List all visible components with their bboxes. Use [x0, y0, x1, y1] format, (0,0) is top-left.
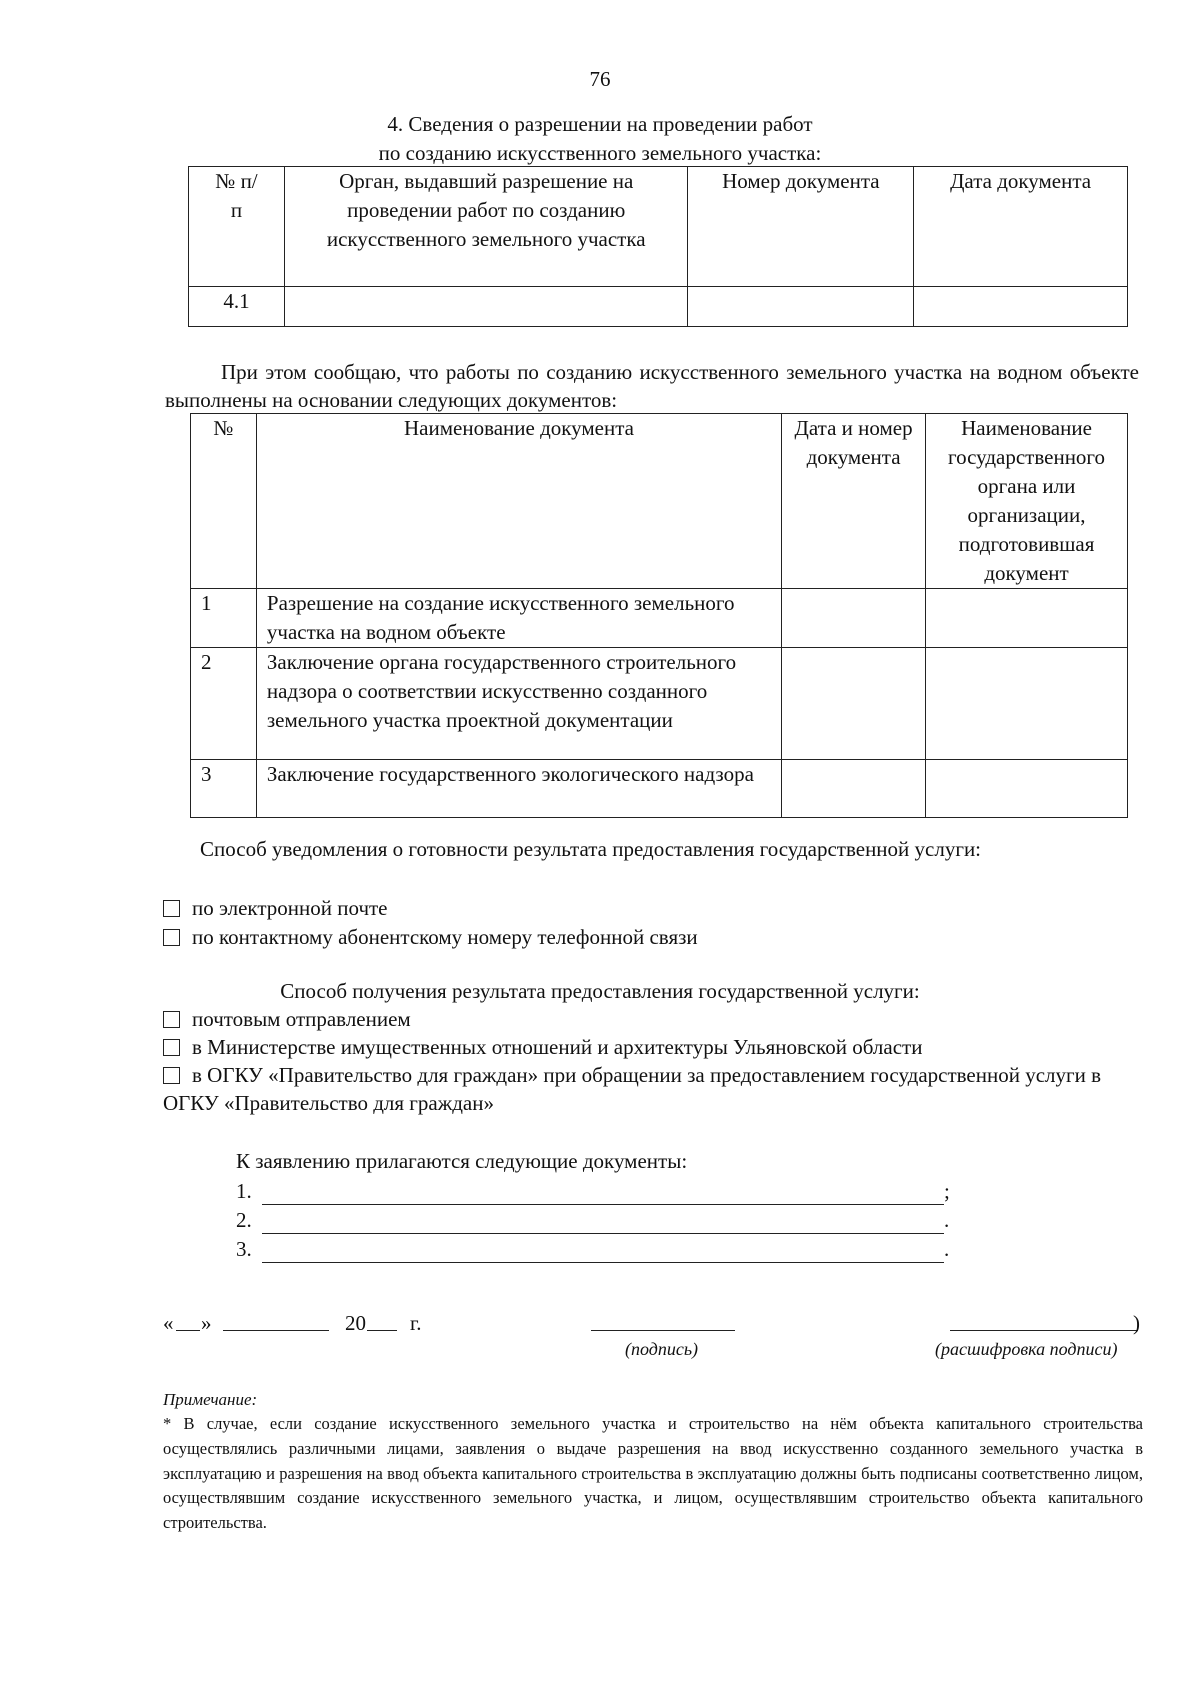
date-open-quote: «: [163, 1311, 174, 1335]
permit-col-num: № п/п: [189, 167, 285, 287]
table-row: [191, 759, 1128, 817]
permit-col-org: Орган, выдавший разрешение на проведении работ по созданию искусственного земельного участка: [284, 167, 688, 287]
date-close-quote: »: [201, 1311, 212, 1335]
permit-col-doc-date: Дата документа: [914, 167, 1128, 287]
docs-col-name: Наименование документа: [256, 414, 781, 589]
checkbox[interactable]: [163, 1011, 180, 1028]
docs-row-num: 3: [191, 759, 257, 817]
docs-row-date-number[interactable]: [782, 759, 926, 817]
checkbox[interactable]: [163, 900, 180, 917]
attachments-list: [236, 1176, 956, 1263]
docs-row-org[interactable]: [926, 588, 1128, 647]
year-suffix: г.: [410, 1311, 422, 1335]
documents-table: [190, 413, 1128, 818]
option-label: по электронной почте: [192, 896, 388, 920]
date-month-blank[interactable]: [223, 1330, 329, 1331]
note-text: * В случае, если создание искусственного земельного участка и строительство на нём объекта капитального строительства осуществлялись различными лицами, заявления о выдаче разрешения на ввод искусственно созданного земельного участка в эксплуатацию и разрешения на ввод объекта капитального строительства в эксплуатацию должны быть подписаны соответственно лицом, осуществлявшим создание искусственного земельного участка, и лицом, осуществлявшим строительство объекта капитального строительства.: [163, 1414, 1143, 1532]
docs-col-num: №: [191, 414, 257, 589]
docs-row-num: 1: [191, 588, 257, 647]
permit-row-doc-date[interactable]: [914, 287, 1128, 327]
receipt-option-mail[interactable]: [163, 1005, 1143, 1033]
option-label: в Министерстве имущественных отношений и архитектуры Ульяновской области: [192, 1035, 923, 1059]
docs-row-name: Заключение органа государственного строительного надзора о соответствии искусственно созданного земельного участка проектной документации: [256, 647, 781, 759]
attachment-line: [236, 1234, 956, 1263]
receipt-options: [163, 1005, 1143, 1117]
signature-blank[interactable]: [591, 1330, 735, 1331]
note-heading: Примечание:: [163, 1390, 258, 1409]
table-row: [189, 287, 1128, 327]
permit-table: [188, 166, 1128, 327]
docs-row-org[interactable]: [926, 647, 1128, 759]
signature-caption: (подпись): [625, 1339, 699, 1359]
section-4-title: [300, 110, 900, 169]
date-day-blank[interactable]: [176, 1330, 200, 1331]
docs-col-date-number: Дата и номер документа: [782, 414, 926, 589]
attachment-blank[interactable]: [262, 1211, 944, 1234]
option-label: в ОГКУ «Правительство для граждан» при обращении за предоставлением государственной услуги в ОГКУ «Правительство для граждан»: [163, 1063, 1102, 1115]
notification-option-email[interactable]: [163, 894, 698, 923]
docs-row-name: Заключение государственного экологического надзора: [256, 759, 781, 817]
docs-row-name: Разрешение на создание искусственного земельного участка на водном объекте: [256, 588, 781, 647]
docs-row-num: 2: [191, 647, 257, 759]
attachments-title: К заявлению прилагаются следующие документы:: [236, 1149, 688, 1173]
option-label: по контактному абонентскому номеру телефонной связи: [192, 925, 698, 949]
permit-row-num: 4.1: [189, 287, 285, 327]
table-row: [191, 647, 1128, 759]
decode-close-paren: ): [1133, 1311, 1140, 1335]
documents-table-header: [191, 414, 1128, 589]
docs-col-org: Наименование государственного органа или организации, подготовившая документ: [926, 414, 1128, 589]
option-label: почтовым отправлением: [192, 1007, 411, 1031]
checkbox[interactable]: [163, 929, 180, 946]
docs-row-org[interactable]: [926, 759, 1128, 817]
section-4-title-line2: по созданию искусственного земельного участка:: [378, 141, 822, 166]
notification-title: Способ уведомления о готовности результата предоставления государственной услуги:: [200, 837, 982, 861]
attachment-end: .: [944, 1236, 950, 1261]
attachment-number: 1.: [236, 1178, 252, 1203]
attachment-blank[interactable]: [262, 1182, 944, 1205]
checkbox[interactable]: [163, 1039, 180, 1056]
attachment-end: .: [944, 1207, 950, 1232]
permit-table-header: [189, 167, 1128, 287]
permit-col-doc-number: Номер документа: [688, 167, 914, 287]
receipt-option-ministry[interactable]: [163, 1033, 1143, 1061]
permit-row-org[interactable]: [284, 287, 688, 327]
table-row: [191, 588, 1128, 647]
year-prefix: 20: [345, 1311, 366, 1335]
attachment-line: [236, 1176, 956, 1205]
signature-decode-caption: (расшифровка подписи): [935, 1339, 1118, 1359]
section-4-title-line1: 4. Сведения о разрешении на проведении работ: [387, 112, 813, 136]
receipt-title: Способ получения результата предоставления государственной услуги:: [280, 979, 920, 1003]
notification-option-phone[interactable]: [163, 923, 698, 952]
basis-paragraph: При этом сообщаю, что работы по созданию искусственного земельного участка на водном объекте выполнены на основании следующих документов:: [165, 360, 1139, 413]
attachment-number: 3.: [236, 1236, 252, 1261]
receipt-option-ogku[interactable]: [163, 1061, 1143, 1117]
attachment-number: 2.: [236, 1207, 252, 1232]
docs-row-date-number[interactable]: [782, 588, 926, 647]
page-number: 76: [589, 67, 611, 91]
permit-row-doc-number[interactable]: [688, 287, 914, 327]
signature-decode-blank[interactable]: [950, 1330, 1138, 1331]
date-year-blank[interactable]: [367, 1330, 397, 1331]
attachment-line: [236, 1205, 956, 1234]
attachment-end: ;: [944, 1178, 950, 1203]
notification-options: [163, 894, 698, 952]
attachment-blank[interactable]: [262, 1240, 944, 1263]
checkbox[interactable]: [163, 1067, 180, 1084]
docs-row-date-number[interactable]: [782, 647, 926, 759]
